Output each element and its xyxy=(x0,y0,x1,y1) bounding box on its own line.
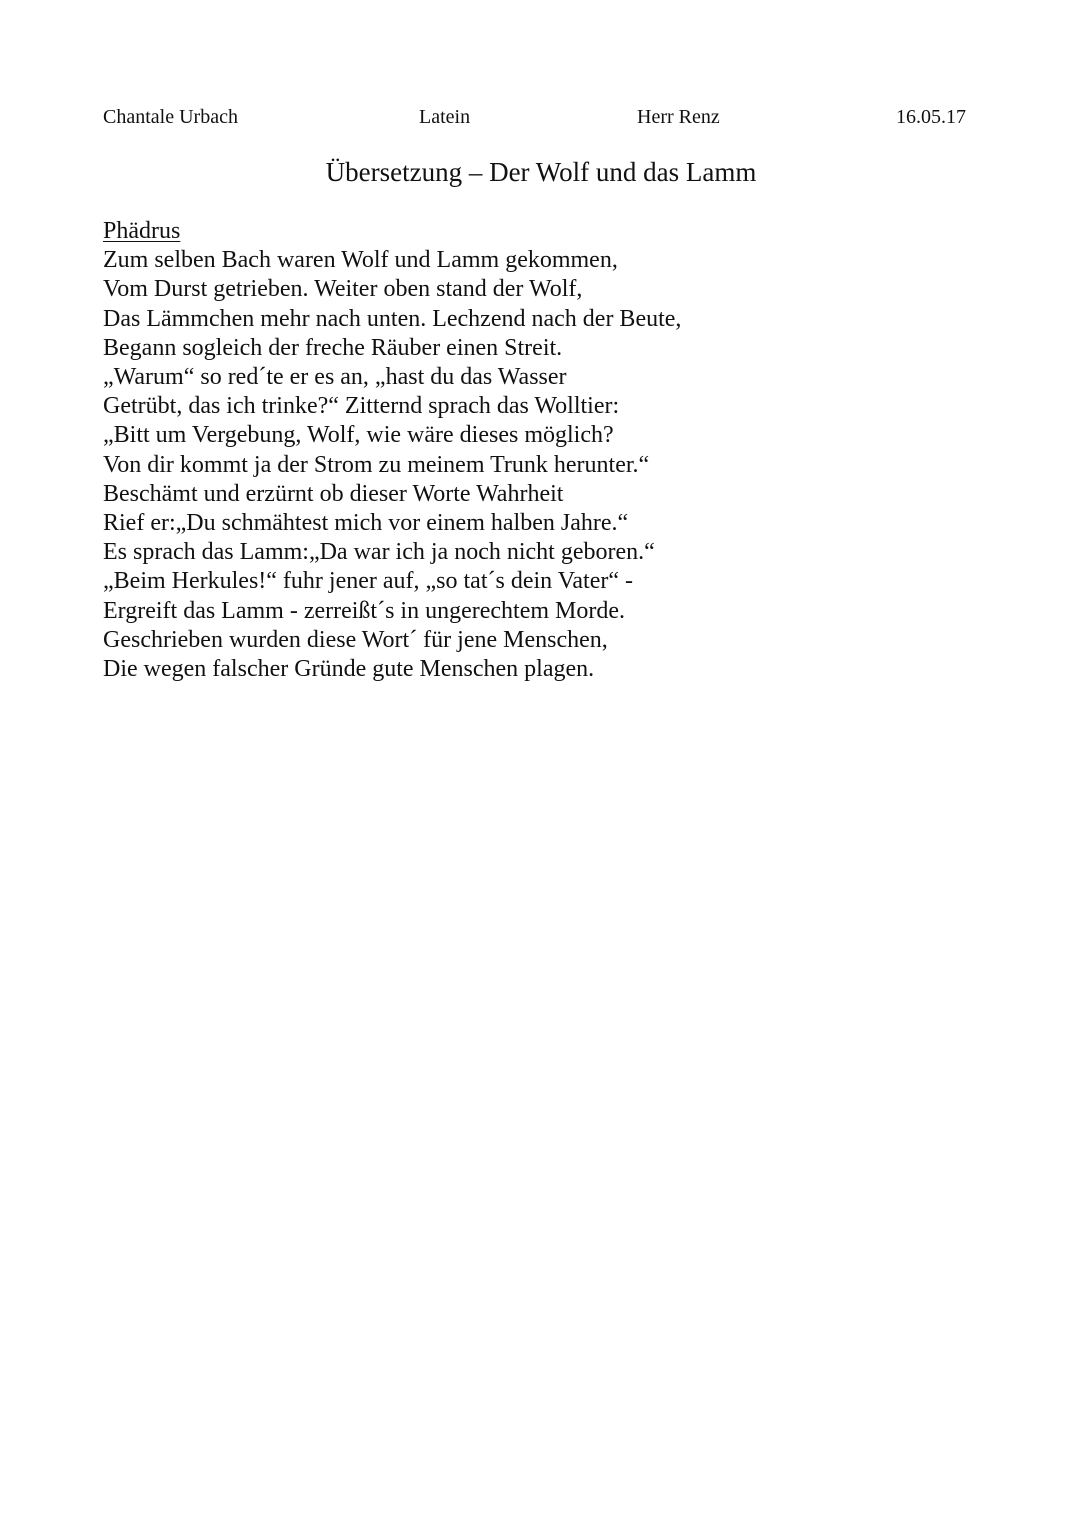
poem-line: „Beim Herkules!“ fuhr jener auf, „so tat´s dein Vater“ - xyxy=(103,568,634,595)
student-name: Chantale Urbach xyxy=(103,106,238,128)
document-date: 16.05.17 xyxy=(896,106,966,128)
poem-line: Von dir kommt ja der Strom zu meinem Trunk herunter.“ xyxy=(103,451,650,478)
poem-author: Phädrus xyxy=(103,218,181,244)
document-title-text: Übersetzung – Der Wolf und das Lamm xyxy=(325,157,757,187)
poem-line: Getrübt, das ich trinke?“ Zitternd sprach das Wolltier: xyxy=(103,393,620,420)
poem-line: Ergreift das Lamm - zerreißt´s in ungerechtem Morde. xyxy=(103,597,626,624)
poem-line: Rief er:„Du schmähtest mich vor einem halben Jahre.“ xyxy=(103,510,629,537)
poem-line: Das Lämmchen mehr nach unten. Lechzend nach der Beute, xyxy=(103,305,682,332)
document-title xyxy=(0,155,1080,189)
poem-line: Geschrieben wurden diese Wort´ für jene Menschen, xyxy=(103,626,608,653)
poem-body xyxy=(103,217,1003,684)
poem-line: Begann sogleich der freche Räuber einen Streit. xyxy=(103,334,563,361)
document-header xyxy=(0,103,1080,131)
poem-line: „Bitt um Vergebung, Wolf, wie wäre dieses möglich? xyxy=(103,422,614,449)
poem-line: Es sprach das Lamm:„Da war ich ja noch nicht geboren.“ xyxy=(103,539,655,566)
poem-line: Zum selben Bach waren Wolf und Lamm gekommen, xyxy=(103,247,618,274)
subject-label: Latein xyxy=(419,106,471,128)
poem-line: Beschämt und erzürnt ob dieser Worte Wahrheit xyxy=(103,480,564,507)
teacher-name: Herr Renz xyxy=(637,106,720,128)
poem-line: „Warum“ so red´te er es an, „hast du das Wasser xyxy=(103,364,567,391)
poem-line: Vom Durst getrieben. Weiter oben stand der Wolf, xyxy=(103,276,583,303)
poem-line: Die wegen falscher Gründe gute Menschen plagen. xyxy=(103,656,595,683)
